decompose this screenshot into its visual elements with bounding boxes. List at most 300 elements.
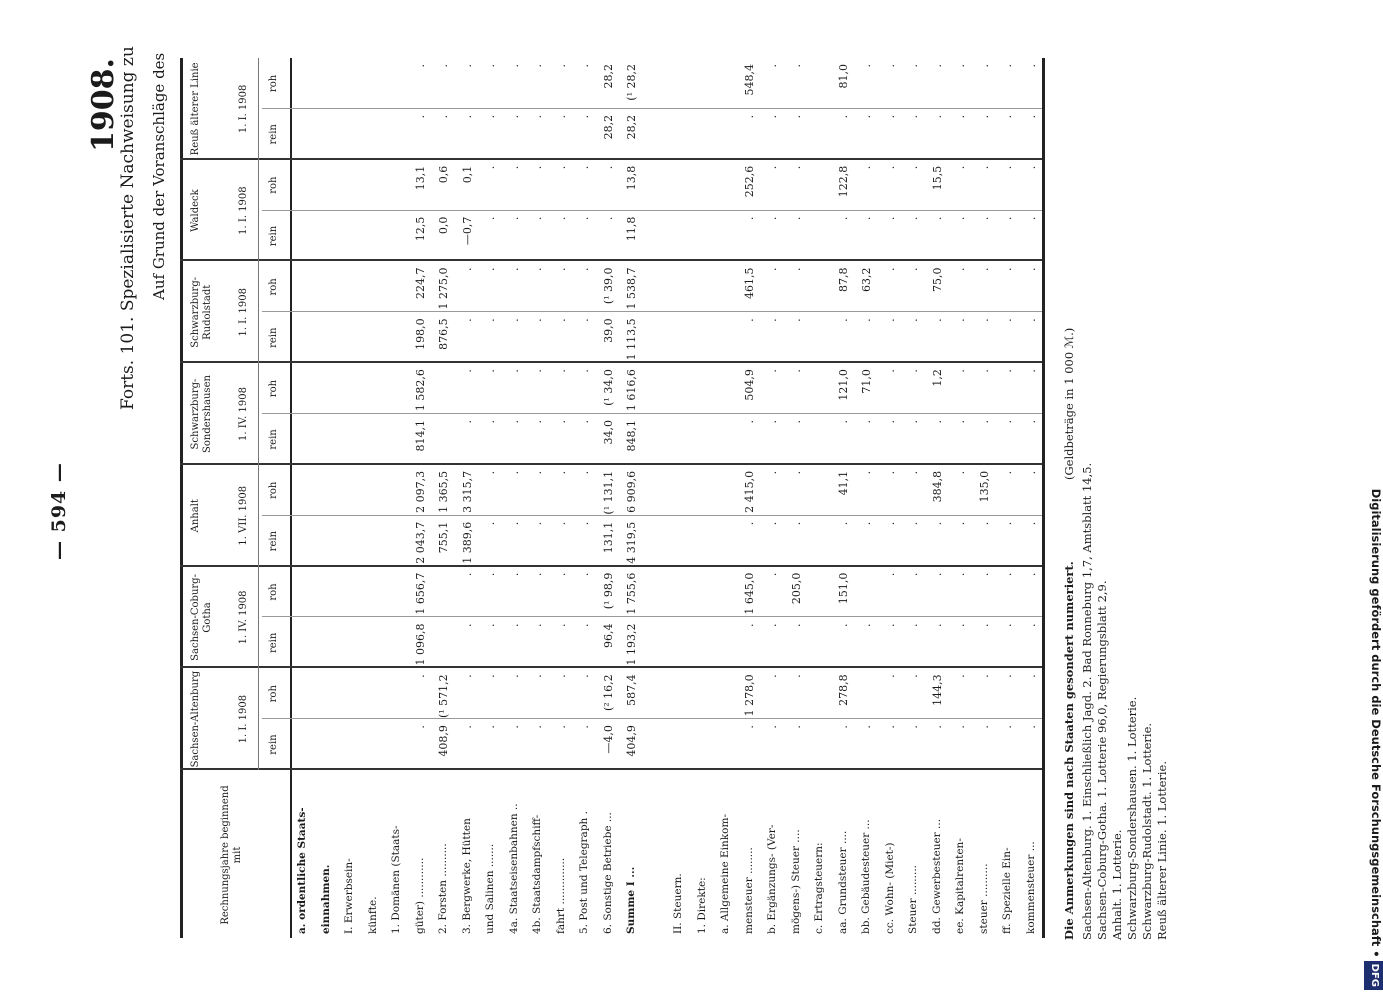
table-cell: . — [977, 165, 991, 170]
state-start-date: 1. I. 1908 — [238, 84, 249, 134]
table-cell: . — [789, 674, 803, 678]
col-rein: rein — [268, 327, 279, 348]
row-label: a. Allgemeine Einkom- — [719, 814, 731, 934]
table-cell: . — [766, 64, 779, 68]
subcol-divider — [262, 311, 1042, 312]
table-cell: . — [860, 623, 873, 627]
table-cell: . — [954, 64, 967, 68]
table-cell: . — [507, 521, 521, 526]
table-cell: (¹ 98,9 — [601, 572, 615, 610]
table-cell: . — [507, 267, 521, 271]
table-cell: . — [554, 165, 568, 170]
table-cell: . — [460, 623, 474, 627]
table-cell: 1 616,6 — [625, 369, 638, 412]
table-cell: . — [531, 420, 544, 424]
table-cell: . — [460, 318, 474, 322]
table-cell: . — [578, 114, 591, 119]
col-rein: rein — [268, 530, 279, 552]
table-cell: . — [554, 521, 568, 526]
table-cell: . — [836, 623, 850, 627]
table-cell: . — [907, 674, 920, 678]
table-cell: . — [883, 216, 897, 221]
table-cell: 13,8 — [625, 165, 638, 191]
table-cell: . — [554, 216, 568, 221]
table-cell: . — [507, 369, 521, 373]
table-cell: . — [977, 267, 991, 271]
table-cell: . — [484, 216, 497, 221]
table-cell: . — [930, 420, 944, 424]
table-cell: . — [977, 114, 991, 119]
table-cell: . — [460, 64, 474, 68]
col-rein: rein — [268, 124, 279, 145]
table-cell: . — [460, 369, 474, 373]
table-cell: . — [883, 318, 897, 322]
subcol-divider — [262, 210, 1042, 211]
table-cell: 6 909,6 — [625, 470, 638, 513]
table-cell: . — [954, 267, 967, 271]
table-cell: . — [954, 521, 967, 526]
table-cell: . — [531, 623, 544, 627]
table-cell: 848,1 — [625, 420, 638, 452]
table-cell: . — [860, 725, 873, 729]
row-label: 4a. Staatseisenbahnen .. — [507, 803, 520, 934]
table-cell: . — [954, 216, 967, 221]
table-cell: . — [554, 114, 568, 119]
state-name: Anhalt — [190, 499, 201, 533]
table-cell: . — [883, 674, 897, 678]
table-cell: 4 319,5 — [625, 521, 638, 564]
table-cell: 28,2 — [601, 64, 615, 89]
table-cell: . — [531, 64, 544, 68]
table-cell: . — [484, 267, 497, 271]
note-line: Sachsen-Coburg-Gotha. 1. Lotterie 96,0, Regierungsblatt 2,9. — [1095, 580, 1109, 940]
table-cell: . — [860, 318, 873, 322]
table-cell: . — [1001, 725, 1014, 729]
table-cell: 3 315,7 — [460, 470, 474, 513]
table-cell: 1 656,7 — [413, 572, 427, 615]
table-cell: . — [484, 725, 497, 729]
table-cell: . — [578, 572, 591, 577]
table-cell: . — [930, 318, 944, 322]
table-cell: . — [554, 369, 568, 373]
table-cell: . — [507, 470, 521, 475]
data-table — [180, 58, 1042, 938]
table-cell: . — [930, 725, 944, 729]
table-cell: . — [907, 470, 920, 475]
table-cell: (¹ 28,2 — [625, 64, 638, 101]
table-cell: 224,7 — [413, 267, 427, 299]
table-cell: (² 16,2 — [601, 674, 615, 712]
table-cell: . — [789, 64, 803, 68]
row-label: Steuer ......... — [907, 865, 919, 934]
col-roh: roh — [268, 481, 279, 499]
table-cell: . — [1001, 64, 1014, 68]
row-label: II. Steuern. — [672, 873, 684, 934]
state-name: Sachsen-Altenburg — [190, 670, 201, 768]
table-cell: . — [766, 470, 779, 475]
table-cell: . — [507, 216, 521, 221]
table-cell: . — [742, 114, 756, 119]
table-cell: . — [507, 623, 521, 627]
table-cell: . — [484, 114, 497, 119]
table-cell: —0,7 — [460, 216, 474, 246]
state-start-date: 1. VII. 1908 — [238, 485, 249, 546]
table-cell: . — [484, 572, 497, 577]
table-cell: . — [460, 725, 474, 729]
table-cell: (¹ 34,0 — [601, 369, 615, 406]
table-cell: . — [836, 114, 850, 119]
table-cell: 1 389,6 — [460, 521, 474, 564]
notes-heading: Die Anmerkungen sind nach Staaten gesondert numeriert. — [1062, 561, 1076, 940]
subcol-divider — [262, 616, 1042, 617]
state-name: Schwarzburg-Rudolstadt — [190, 276, 213, 348]
table-cell: . — [413, 674, 427, 678]
top-rule — [180, 58, 183, 938]
table-cell: 814,1 — [413, 420, 427, 452]
table-cell: . — [1001, 216, 1014, 221]
table-cell: . — [766, 420, 779, 424]
table-cell: . — [1001, 318, 1014, 322]
subcol-divider — [262, 718, 1042, 719]
table-cell: 11,8 — [625, 216, 638, 242]
table-cell: . — [484, 369, 497, 373]
table-cell: . — [789, 623, 803, 627]
table-cell: 71,0 — [860, 369, 873, 394]
table-cell: . — [1024, 623, 1038, 627]
table-cell: 96,4 — [601, 623, 615, 648]
table-cell: . — [742, 623, 756, 627]
table-cell: . — [1001, 267, 1014, 271]
row-label: 1. Direkte: — [695, 877, 708, 934]
table-cell: . — [954, 470, 967, 475]
table-cell: . — [531, 114, 544, 119]
table-cell: . — [531, 674, 544, 678]
note-line: Reuß älterer Linie. 1. Lotterie. — [1155, 760, 1169, 940]
table-cell: 198,0 — [413, 318, 427, 350]
table-cell: . — [601, 165, 615, 170]
table-cell: . — [907, 64, 920, 68]
table-cell: 0,6 — [437, 165, 450, 184]
table-cell: . — [1024, 572, 1038, 577]
state-start-date: 1. IV. 1908 — [238, 590, 249, 645]
state-start-date: 1. I. 1908 — [238, 694, 249, 744]
table-cell: 28,2 — [601, 114, 615, 140]
table-cell: 1,2 — [930, 369, 944, 387]
table-cell: (¹ 131,1 — [601, 470, 615, 515]
table-cell: . — [930, 64, 944, 68]
table-cell: . — [1001, 114, 1014, 119]
table-cell: . — [907, 165, 920, 170]
table-cell: —4,0 — [601, 725, 615, 754]
row-label: b. Ergänzungs- (Ver- — [766, 824, 778, 934]
note-line: Schwarzburg-Sondershausen. 1. Lotterie. — [1125, 696, 1139, 940]
table-cell: . — [484, 521, 497, 526]
col-roh: roh — [268, 176, 279, 194]
table-cell: . — [883, 623, 897, 627]
col-roh: roh — [268, 379, 279, 398]
table-cell: 2 043,7 — [413, 521, 427, 564]
table-cell: . — [578, 470, 591, 475]
table-cell: 408,9 — [437, 725, 450, 757]
row-label: 6. Sonstige Betriebe ... — [601, 812, 614, 934]
table-cell: . — [883, 470, 897, 475]
row-label: steuer .......... — [977, 863, 990, 934]
table-cell: . — [907, 521, 920, 526]
page-title: Forts. 101. Spezialisierte Nachweisung zu — [118, 46, 138, 410]
col-roh: roh — [268, 74, 279, 93]
row-label: 2. Forsten .......... — [437, 843, 449, 934]
table-cell: . — [1024, 725, 1038, 729]
table-cell: . — [531, 216, 544, 221]
table-cell: . — [836, 420, 850, 424]
table-cell: . — [860, 521, 873, 526]
date-rule — [258, 58, 259, 160]
subcol-divider — [262, 515, 1042, 516]
table-cell: 144,3 — [930, 674, 944, 706]
table-cell: . — [930, 114, 944, 119]
table-cell: . — [1024, 165, 1038, 170]
table-cell: . — [766, 114, 779, 119]
table-cell: 75,0 — [930, 267, 944, 292]
table-cell: . — [883, 165, 897, 170]
table-cell: 41,1 — [836, 470, 850, 496]
row-label: mensteuer ........ — [742, 847, 755, 934]
row-label: cc. Wohn- (Miet-) — [883, 842, 896, 934]
date-rule — [258, 261, 259, 363]
table-cell: . — [578, 318, 591, 322]
table-cell: . — [977, 64, 991, 68]
table-cell: 121,0 — [836, 369, 850, 401]
table-cell: . — [1001, 572, 1014, 577]
table-cell: 34,0 — [601, 420, 615, 445]
table-cell: . — [578, 725, 591, 729]
table-cell: . — [930, 623, 944, 627]
date-rule — [258, 363, 259, 465]
table-cell: . — [954, 165, 967, 170]
notes-list — [1080, 463, 1170, 940]
table-cell: 87,8 — [836, 267, 850, 292]
table-cell: . — [413, 725, 427, 729]
col-roh: roh — [268, 685, 279, 703]
table-cell: . — [1024, 318, 1038, 322]
table-cell: . — [578, 216, 591, 221]
table-cell: . — [554, 470, 568, 475]
table-cell: 1 113,5 — [625, 318, 638, 361]
table-cell: . — [1001, 369, 1014, 373]
table-cell: . — [1024, 267, 1038, 271]
row-label: und Salinen ....... — [484, 843, 496, 934]
table-cell: . — [860, 216, 873, 221]
table-cell: . — [883, 114, 897, 119]
table-cell: . — [789, 725, 803, 729]
table-cell: . — [531, 165, 544, 170]
table-cell: . — [1001, 674, 1014, 678]
table-cell: . — [531, 470, 544, 475]
table-cell: . — [954, 674, 967, 678]
table-cell: . — [907, 267, 920, 271]
table-cell: 252,6 — [742, 165, 756, 198]
table-cell: . — [907, 623, 920, 627]
table-cell: 1 193,2 — [625, 623, 638, 666]
table-cell: . — [883, 725, 897, 729]
table-cell: . — [1024, 470, 1038, 475]
table-cell: . — [1001, 470, 1014, 475]
table-cell: . — [789, 114, 803, 119]
note-line: Schwarzburg-Rudolstadt. 1. Lotterie. — [1140, 722, 1154, 940]
table-cell: . — [907, 369, 920, 373]
table-cell: . — [977, 623, 991, 627]
table-cell: . — [437, 114, 450, 119]
table-cell: . — [531, 521, 544, 526]
table-cell: . — [954, 114, 967, 119]
state-name: Reuß älterer Linie — [190, 62, 201, 156]
table-cell: 1 275,0 — [437, 267, 450, 310]
table-cell: 1 278,0 — [742, 674, 756, 717]
table-cell: 0,1 — [460, 165, 474, 184]
state-start-date: 1. I. 1908 — [238, 288, 249, 337]
table-cell: . — [413, 64, 427, 68]
row-label: aa. Grundsteuer .... — [836, 830, 849, 934]
row-label: c. Ertragsteuern: — [813, 842, 825, 934]
table-cell: (¹ 39,0 — [601, 267, 615, 305]
table-cell: . — [766, 165, 779, 170]
table-cell: . — [1024, 114, 1038, 119]
date-rule — [258, 465, 259, 567]
table-cell: . — [554, 267, 568, 271]
table-cell: . — [907, 114, 920, 119]
table-cell: . — [883, 572, 897, 577]
page-subtitle: Auf Grund der Voranschläge des — [150, 52, 168, 300]
table-cell: . — [836, 216, 850, 221]
subcol-divider — [262, 108, 1042, 109]
table-cell: . — [789, 521, 803, 526]
table-cell: 13,1 — [413, 165, 427, 191]
table-cell: 12,5 — [413, 216, 427, 242]
table-cell: 122,8 — [836, 165, 850, 198]
table-cell: . — [766, 267, 779, 271]
state-start-date: 1. IV. 1908 — [238, 387, 249, 441]
table-cell: . — [460, 420, 474, 424]
table-cell: . — [507, 114, 521, 119]
subcol-divider — [262, 413, 1042, 414]
table-cell: . — [954, 572, 967, 577]
table-cell: . — [766, 674, 779, 678]
table-cell: . — [1001, 420, 1014, 424]
table-cell: . — [460, 572, 474, 577]
table-cell: . — [766, 521, 779, 526]
table-cell: . — [484, 623, 497, 627]
row-label: 5. Post und Telegraph . — [578, 811, 590, 934]
table-cell: . — [883, 420, 897, 424]
table-cell: . — [554, 674, 568, 678]
row-label: Summe I ... — [625, 866, 637, 934]
table-cell: . — [954, 318, 967, 322]
table-cell: . — [531, 318, 544, 322]
state-name: Schwarzburg-Sondershausen — [190, 375, 213, 453]
col-roh: roh — [268, 278, 279, 296]
table-cell: 504,9 — [742, 369, 756, 401]
table-cell: . — [789, 216, 803, 221]
row-label: 3. Bergwerke, Hütten — [460, 818, 473, 934]
table-cell: . — [907, 318, 920, 322]
table-cell: . — [883, 521, 897, 526]
table-cell: . — [460, 114, 474, 119]
table-cell: . — [531, 572, 544, 577]
bottom-rule — [1042, 58, 1045, 938]
table-cell: . — [954, 623, 967, 627]
col-rein: rein — [268, 632, 279, 654]
table-cell: . — [789, 369, 803, 373]
table-cell: . — [578, 420, 591, 424]
table-cell: . — [578, 165, 591, 170]
table-cell: . — [742, 420, 756, 424]
table-cell: . — [507, 318, 521, 322]
table-cell: . — [742, 725, 756, 729]
table-cell: . — [531, 725, 544, 729]
table-cell: . — [977, 369, 991, 373]
table-cell: . — [1024, 64, 1038, 68]
stub-header: Rechnungsjahre beginnend mit — [220, 785, 243, 925]
table-cell: 278,8 — [836, 674, 850, 706]
table-cell: . — [930, 216, 944, 221]
table-cell: . — [766, 725, 779, 729]
table-cell: . — [860, 470, 873, 475]
table-cell: . — [789, 470, 803, 475]
table-cell: . — [554, 64, 568, 68]
table-cell: . — [883, 267, 897, 271]
table-cell: . — [1024, 369, 1038, 373]
table-cell: . — [766, 369, 779, 373]
row-label: ee. Kapitalrenten- — [954, 838, 966, 934]
table-cell: 876,5 — [437, 318, 450, 350]
table-cell: . — [742, 216, 756, 221]
table-cell: 135,0 — [977, 470, 991, 503]
date-rule — [258, 567, 259, 669]
col-roh: roh — [268, 583, 279, 601]
table-cell: . — [1024, 674, 1038, 678]
year-heading: 1908. — [86, 58, 121, 152]
table-cell: . — [977, 318, 991, 322]
table-cell: . — [484, 64, 497, 68]
table-cell: 1 365,5 — [437, 470, 450, 513]
table-cell: . — [789, 318, 803, 322]
table-cell: . — [977, 725, 991, 729]
table-cell: . — [531, 369, 544, 373]
col-rein: rein — [268, 429, 279, 450]
col-rein: rein — [268, 734, 279, 755]
table-cell: . — [907, 216, 920, 221]
table-cell: 15,5 — [930, 165, 944, 191]
table-cell: . — [742, 318, 756, 322]
table-cell: . — [860, 114, 873, 119]
table-cell: 1 582,6 — [413, 369, 427, 412]
table-cell: . — [578, 369, 591, 373]
table-cell: 1 538,7 — [625, 267, 638, 310]
table-cell: . — [930, 521, 944, 526]
table-cell: 461,5 — [742, 267, 756, 299]
table-cell: . — [977, 216, 991, 221]
page-number: — 594 — — [48, 462, 70, 560]
date-rule — [258, 160, 259, 262]
table-cell: . — [836, 318, 850, 322]
date-rule — [258, 668, 259, 770]
table-cell: . — [1024, 216, 1038, 221]
table-cell: . — [460, 267, 474, 271]
table-cell: 205,0 — [789, 572, 803, 605]
table-cell: . — [484, 165, 497, 170]
table-cell: . — [836, 725, 850, 729]
table-cell: . — [977, 572, 991, 577]
